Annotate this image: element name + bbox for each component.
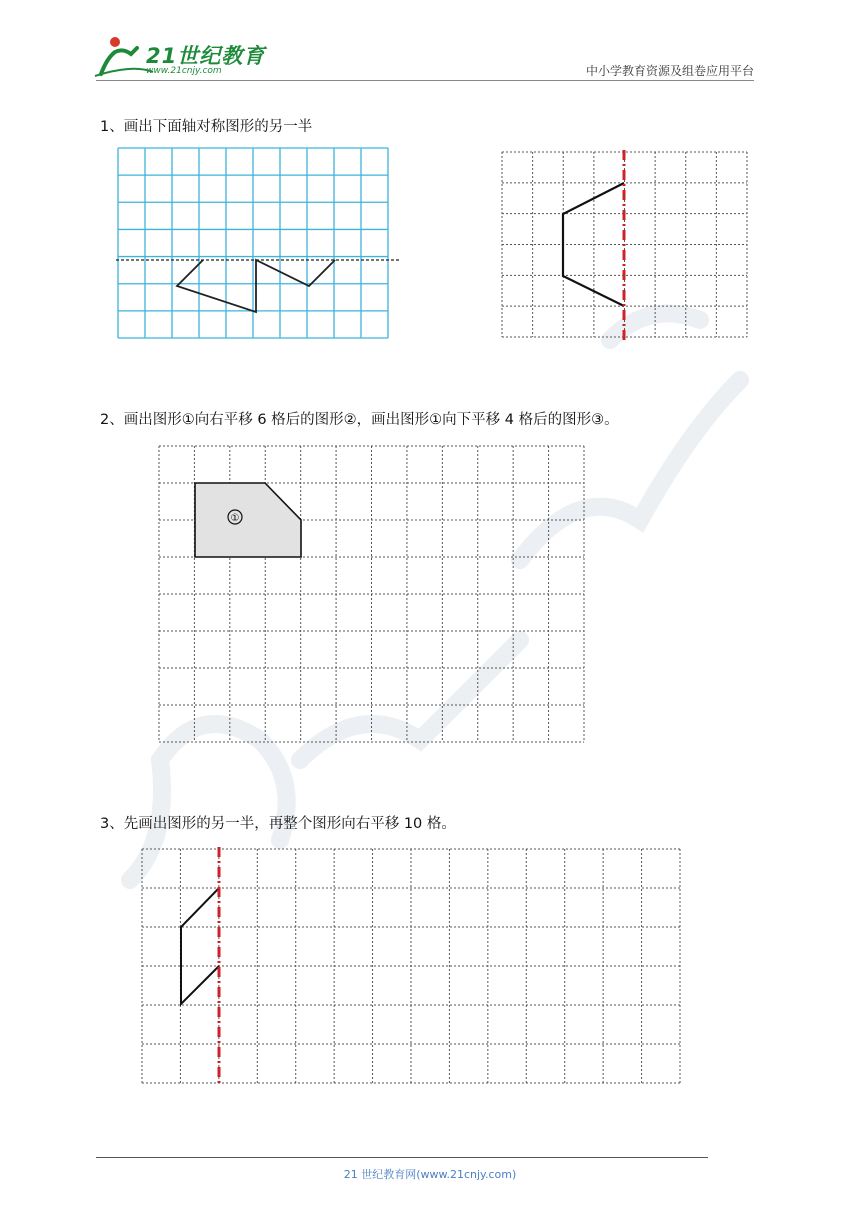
half-figure-shape xyxy=(181,888,219,1004)
blue-grid xyxy=(118,148,388,338)
figure-1-right-grid xyxy=(502,152,752,342)
figure-2-grid xyxy=(159,446,585,744)
shape-1-label: ① xyxy=(230,513,240,524)
header-divider xyxy=(96,80,754,81)
figure-3-grid xyxy=(142,849,682,1085)
platform-title: 中小学教育资源及组卷应用平台 xyxy=(585,64,754,78)
logo-url: www.21cnjy.com xyxy=(146,66,222,76)
question-2-text: 2、画出图形①向右平移 6 格后的图形②，画出图形①向下平移 4 格后的图形③。 xyxy=(100,412,619,428)
dashed-grid xyxy=(142,849,680,1083)
half-figure-shape xyxy=(177,260,335,312)
question-3-text: 3、先画出图形的另一半，再整个图形向右平移 10 格。 xyxy=(100,816,456,832)
footer-text: 21 世纪教育网(www.21cnjy.com) xyxy=(343,1168,517,1181)
question-1-text: 1、画出下面轴对称图形的另一半 xyxy=(100,119,313,135)
footer-divider xyxy=(96,1157,708,1158)
shape-1 xyxy=(195,483,301,557)
figure-1-left-grid xyxy=(118,148,408,348)
logo-text: 21世纪教育 xyxy=(146,44,266,68)
